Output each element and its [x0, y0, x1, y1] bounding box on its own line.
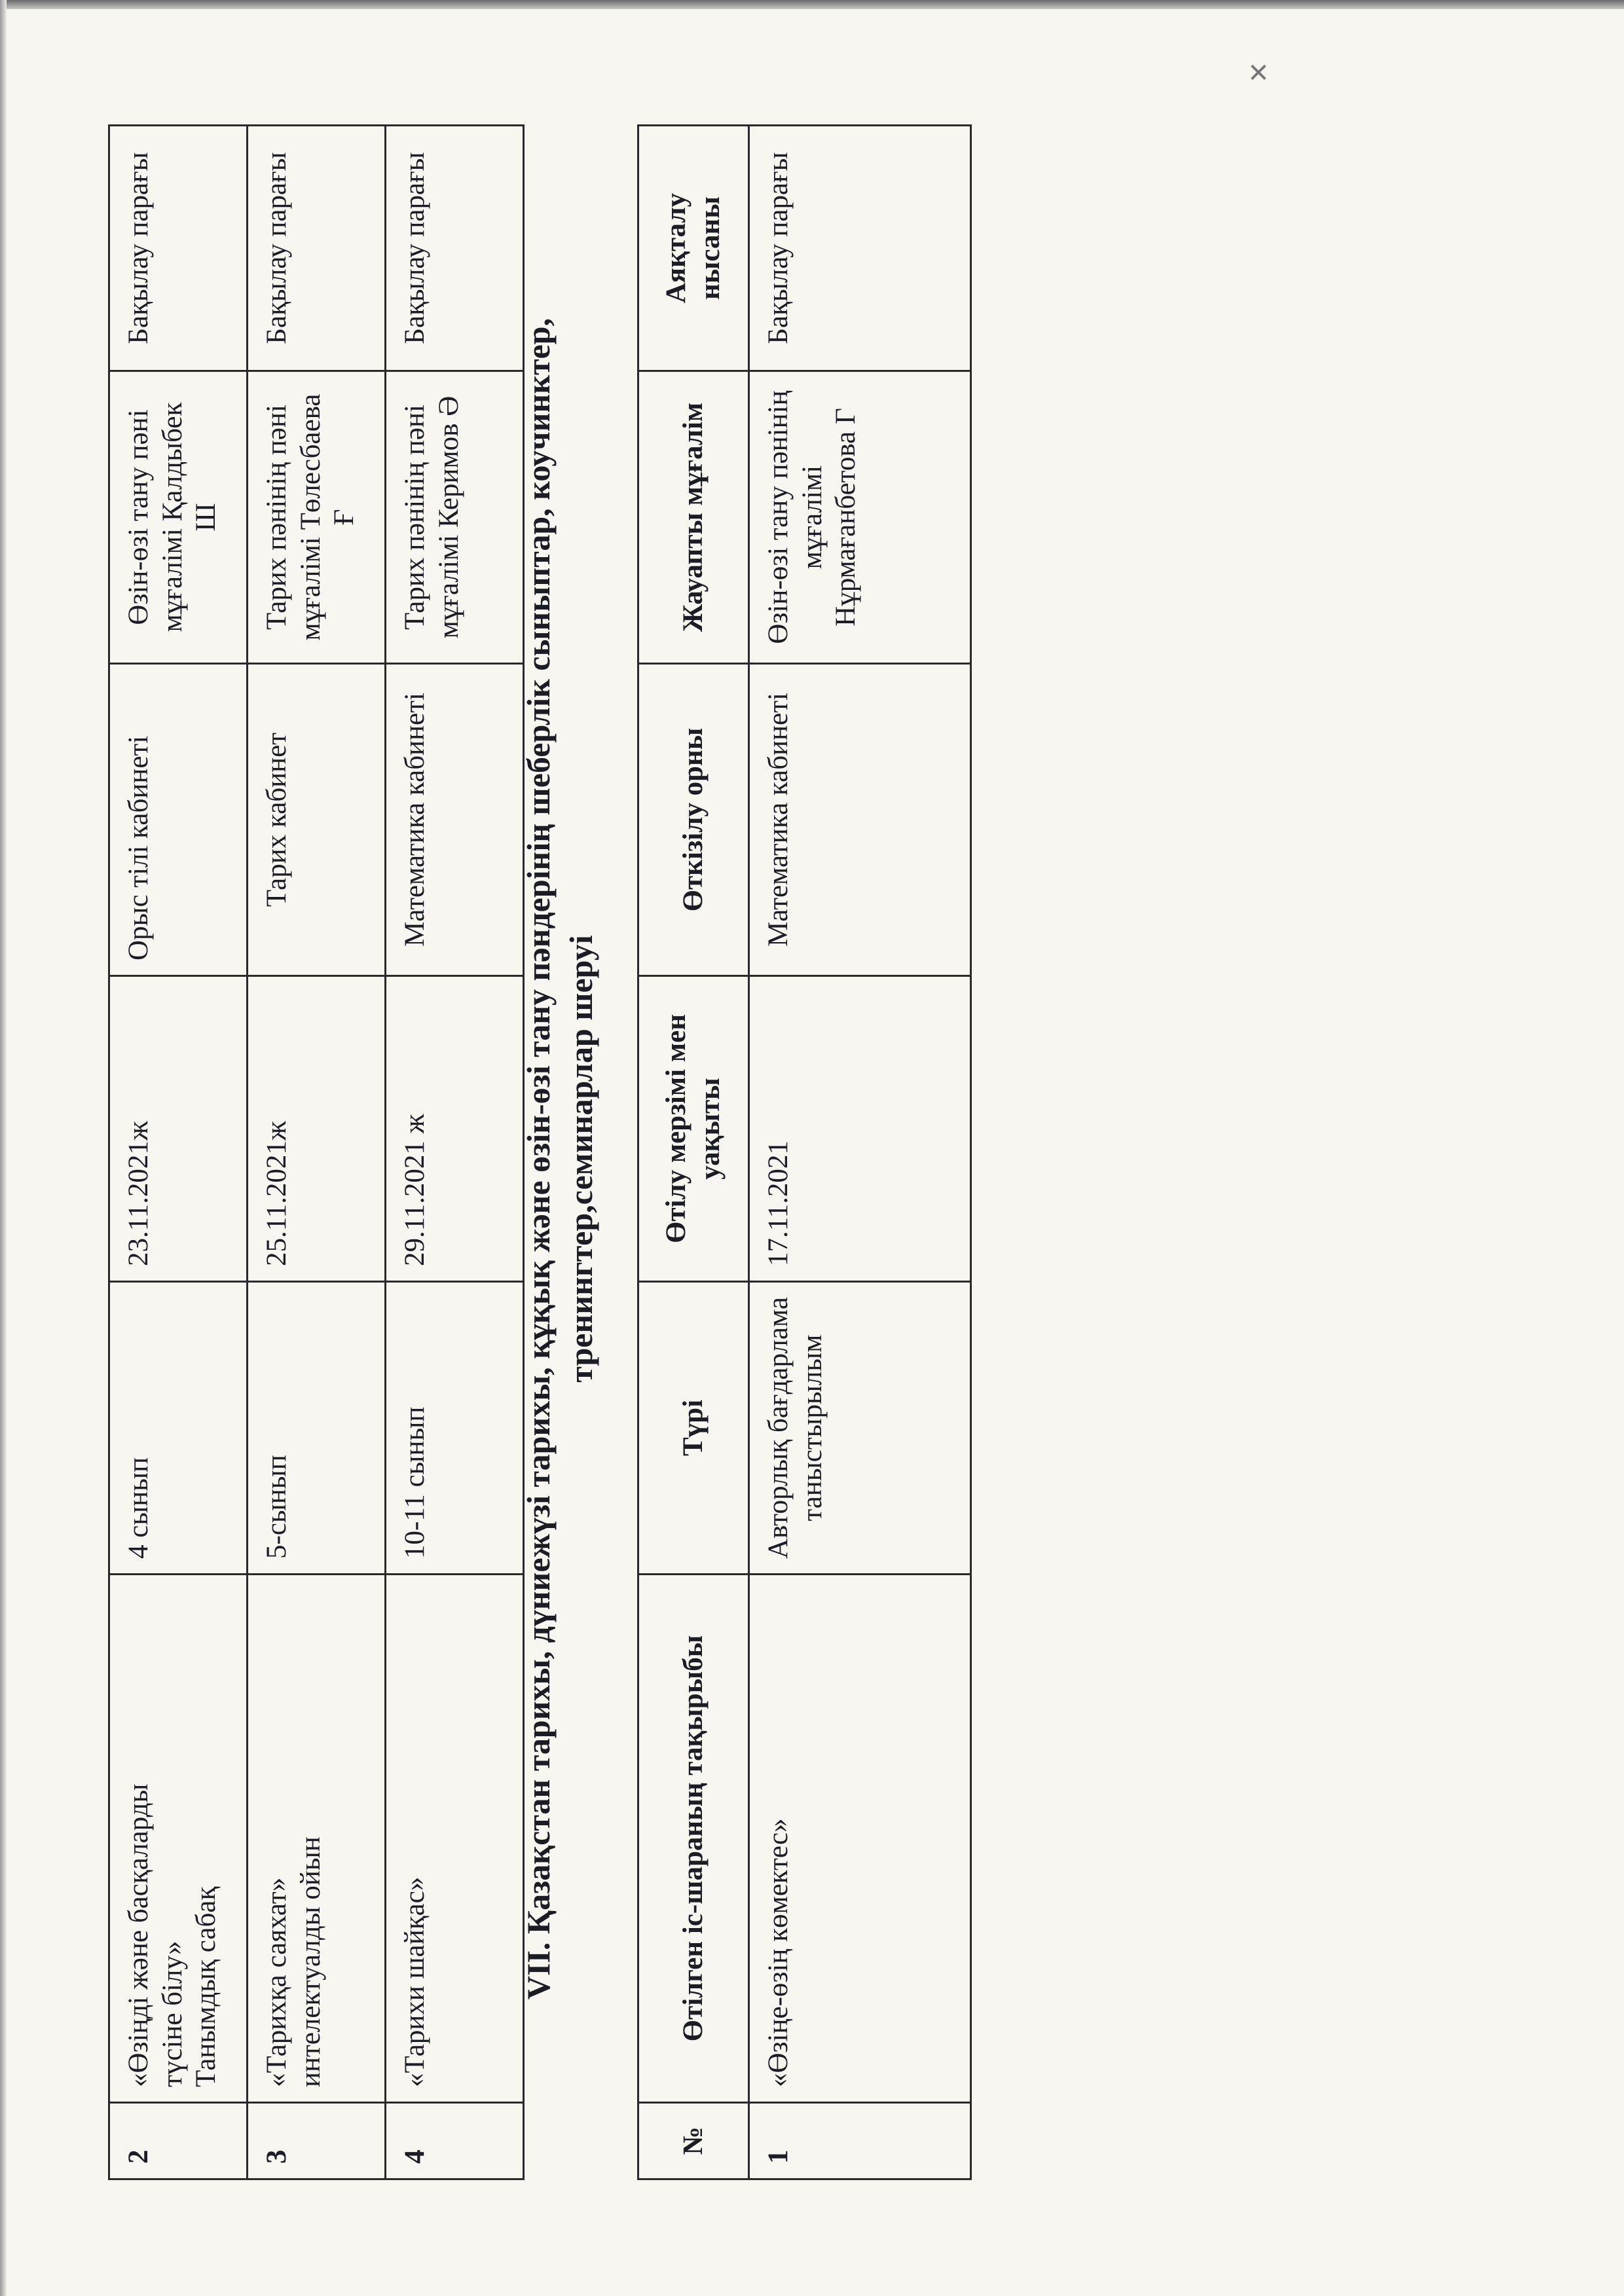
- header-teacher: Жауапты мұғалім: [638, 371, 749, 664]
- table-header-row: [638, 126, 749, 2179]
- place-cell: Математика кабинеті: [749, 664, 971, 976]
- row-number: 3: [248, 2103, 386, 2179]
- date-cell: 23.11.2021ж: [109, 976, 248, 1282]
- place-cell: Математика кабинеті: [386, 664, 524, 976]
- header-number: №: [638, 2103, 749, 2179]
- header-place: Өткізілу орны: [638, 664, 749, 976]
- teacher-cell: Тарих пәнінің пәні мұғалімі Керимов Ә: [386, 371, 524, 664]
- topic-line: «Тарихи шайқас»: [399, 1876, 430, 2087]
- grade-cell: 5-сынып: [248, 1282, 386, 1575]
- form-cell: Бақылау парағы: [749, 126, 971, 371]
- event-topic: «Өзіңе-өзің көмектес»: [749, 1575, 971, 2103]
- topic-line: Танымдық сабақ: [191, 1886, 222, 2087]
- form-cell: Бақылау парағы: [109, 126, 248, 371]
- date-cell: 29.11.2021 ж: [386, 976, 524, 1282]
- section-heading: VII. Қазақстан тарихы, дүниежүзі тарихы, құқық және өзін-өзі тану пәндерінің шеберлік сыныптар, коучинктер, тренингтер,семинарлар шеруі: [520, 318, 599, 2000]
- topic-line: түсіне білу»: [157, 1941, 188, 2087]
- event-topic: [386, 1575, 524, 2103]
- grade-cell: 10-11 сынып: [386, 1282, 524, 1575]
- scan-mark: ✕: [1247, 58, 1270, 88]
- header-type: Түрі: [638, 1282, 749, 1575]
- teacher-cell: Өзін-өзі тану пәні мұғалімі Қалдыбек Ш: [109, 371, 248, 664]
- table-row: [386, 126, 524, 2179]
- row-number: 4: [386, 2103, 524, 2179]
- header-date: Өтілу мерзімі мен уақыты: [638, 976, 749, 1282]
- form-cell: Бақылау парағы: [386, 126, 524, 371]
- type-cell: Авторлық бағдарлама таныстырылым: [749, 1282, 971, 1575]
- date-cell: 25.11.2021ж: [248, 976, 386, 1282]
- teacher-cell: Тарих пәнінің пәні мұғалімі Төлесбаева Ғ: [248, 371, 386, 664]
- rotated-page-content: [108, 20, 1418, 2180]
- scan-top-edge: [0, 0, 1624, 9]
- header-topic: Өтілген іс-шараның тақырыбы: [638, 1575, 749, 2103]
- schedule-table: [108, 124, 525, 2180]
- event-topic: [248, 1575, 386, 2103]
- events-table: [637, 124, 972, 2180]
- grade-cell: 4 сынып: [109, 1282, 248, 1575]
- topic-line: «Тарихқа саяхат»: [261, 1877, 292, 2087]
- topic-line: «Өзіңді және басқаларды: [123, 1783, 154, 2087]
- table-row: [109, 126, 248, 2179]
- place-cell: Тарих кабинет: [248, 664, 386, 976]
- scan-left-edge: [0, 0, 7, 2296]
- topic-line: интелектуалды ойын: [295, 1836, 326, 2087]
- place-cell: Орыс тілі кабинеті: [109, 664, 248, 976]
- event-topic: [109, 1575, 248, 2103]
- header-form: Аяқталу нысаны: [638, 126, 749, 371]
- row-number: 2: [109, 2103, 248, 2179]
- teacher-cell: Өзін-өзі тану пәнінің мұғалімі Нұрмағанбетова Г: [749, 371, 971, 664]
- row-number: 1: [749, 2103, 971, 2179]
- form-cell: Бақылау парағы: [248, 126, 386, 371]
- date-cell: 17.11.2021: [749, 976, 971, 1282]
- table-row: [248, 126, 386, 2179]
- table-row: [749, 126, 971, 2179]
